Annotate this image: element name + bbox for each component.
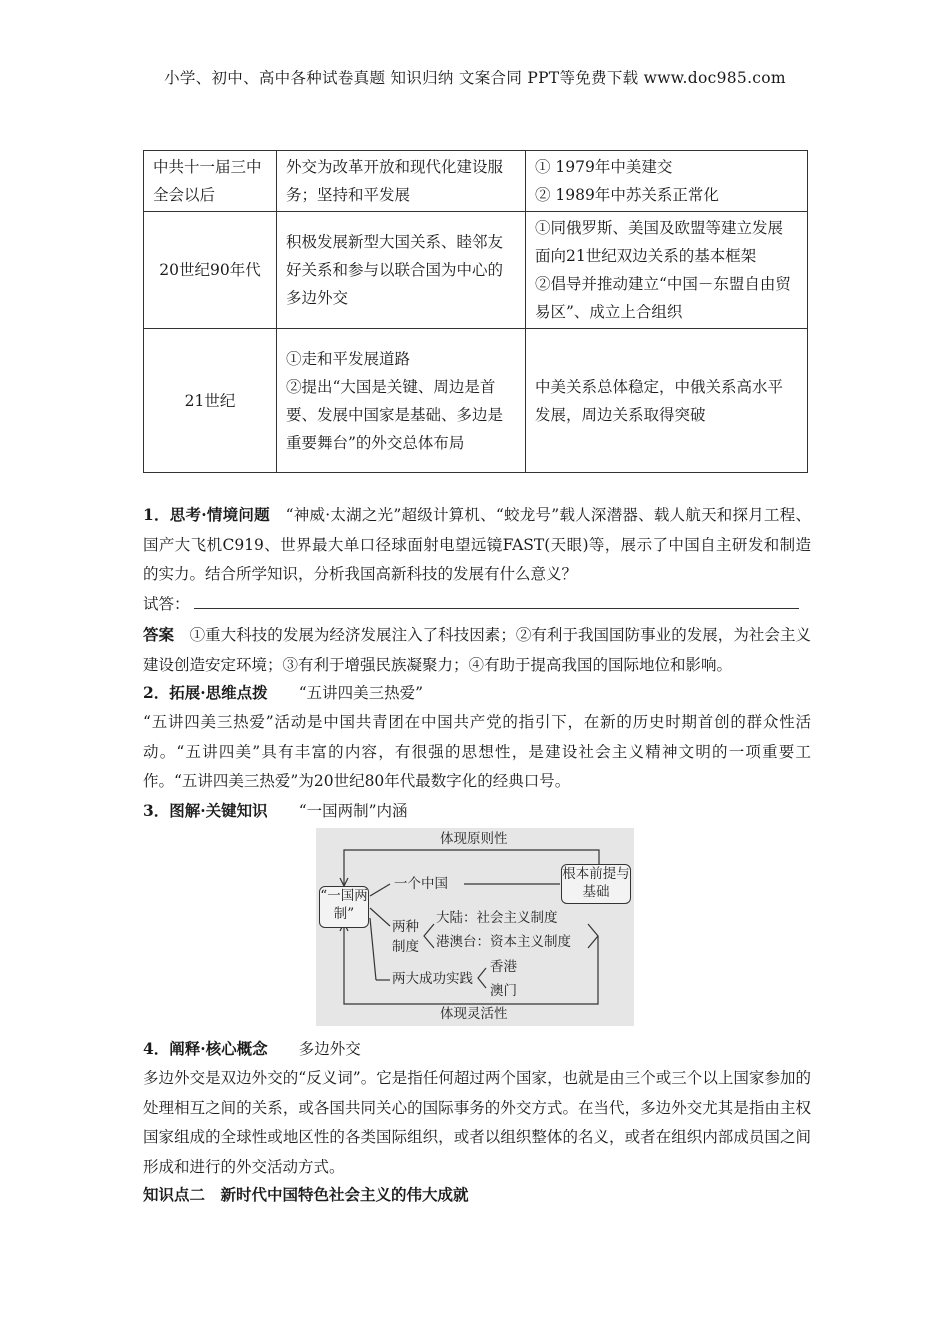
hongkong-label: 香港 (490, 959, 517, 975)
hkmo-label: 港澳台：资本主义制度 (436, 934, 571, 950)
policy-cell: 积极发展新型大国关系、睦邻友好关系和参与以联合国为中心的多边外交 (277, 212, 526, 329)
practice-label: 两大成功实践 (392, 971, 473, 987)
question-1-text: “神威·太湖之光”超级计算机、“蛟龙号”载人深潜器、载人航天和探月工程、国产大飞机C919、世界最大单口径球面射电望远镜FAST(天眼)等，展示了中国自主研发和制造的实力。结合所学知识，分析我国高新科技的发展有什么意义？ (143, 506, 811, 583)
achievement-cell (526, 212, 808, 329)
answer-blank[interactable] (194, 590, 799, 609)
branch-two-systems (370, 908, 390, 926)
policy-cell (277, 329, 526, 473)
question-2-text: “五讲四美三热爱”活动是中国共青团在中国共产党的指引下，在新的历史时期首创的群众性活动。“五讲四美”具有丰富的内容，有很强的思想性，是建设社会主义精神文明的一项重要工作。“五讲四美三热爱”为20世纪80年代最数字化的经典口号。 (143, 713, 811, 790)
period-cell: 中共十一届三中全会以后 (144, 151, 277, 212)
policy-cell: 外交为改革开放和现代化建设服务；坚持和平发展 (277, 151, 526, 212)
question-4-label: 4．阐释·核心概念 (143, 1039, 268, 1058)
question-3-heading (143, 796, 408, 826)
question-4-topic: 多边外交 (298, 1040, 361, 1058)
two-systems-label: 两种制度 (392, 919, 419, 955)
policy-item: ①走和平发展道路 (286, 349, 411, 368)
practice-bracket (478, 968, 486, 988)
achievement-cell: 中美关系总体稳定，中俄关系高水平发展，周边关系取得突破 (526, 329, 808, 473)
table-row (144, 329, 808, 473)
macau-label: 澳门 (490, 983, 517, 999)
table-row (144, 212, 808, 329)
branch-one-china (370, 884, 390, 896)
try-answer-line (143, 590, 799, 619)
question-4-heading (143, 1034, 361, 1064)
question-2-label: 2．拓展·思维点拨 (143, 683, 268, 702)
achievement-item: ②倡导并推动建立“中国－东盟自由贸易区”、成立上合组织 (535, 275, 791, 321)
answer-label: 答案 (143, 625, 175, 644)
diplomacy-table (143, 150, 808, 473)
flexibility-label: 体现灵活性 (440, 1006, 508, 1022)
one-country-two-systems-diagram (316, 828, 634, 1026)
period-cell: 21世纪 (144, 329, 277, 473)
answer-text: ①重大科技的发展为经济发展注入了科技因素；②有利于我国国防事业的发展，为社会主义建设创造安定环境；③有利于增强民族凝聚力；④有助于提高我国的国际地位和影响。 (143, 626, 811, 674)
question-3-topic: “一国两制”内涵 (298, 802, 408, 820)
mainland-label: 大陆：社会主义制度 (436, 910, 558, 926)
try-answer-label: 试答： (143, 595, 190, 613)
two-systems-bracket (424, 924, 434, 948)
section-heading: 知识点二 新时代中国特色社会主义的伟大成就 (143, 1185, 469, 1204)
answer-block (143, 620, 811, 680)
question-4-text: 多边外交是双边外交的“反义词”。它是指任何超过两个国家，也就是由三个或三个以上国家参加的处理相互之间的关系，或各国共同关心的国际事务的外交方式。在当代，多边外交尤其是指由主权国家组成的全球性或地区性的各类国际组织，或者以组织整体的名义，或者在组织内部成员国之间形成和进行的外交活动方式。 (143, 1069, 811, 1176)
achievement-cell (526, 151, 808, 212)
period-cell: 20世纪90年代 (144, 212, 277, 329)
question-1 (143, 500, 811, 590)
one-china-label: 一个中国 (394, 876, 448, 892)
table-row (144, 151, 808, 212)
branch-practice (370, 918, 376, 980)
foundation-box: 根本前提与基础 (561, 864, 631, 904)
policy-item: ②提出“大国是关键、周边是首要、发展中国家是基础、多边是重要舞台”的外交总体布局 (286, 377, 504, 452)
achievement-item: ①同俄罗斯、美国及欧盟等建立发展面向21世纪双边关系的基本框架 (535, 219, 784, 265)
question-3-label: 3．图解·关键知识 (143, 801, 268, 820)
page-header: 小学、初中、高中各种试卷真题 知识归纳 文案合同 PPT等免费下载 www.doc985.com (164, 69, 786, 87)
center-box: “一国两制” (319, 886, 369, 928)
question-2-topic: “五讲四美三热爱” (298, 684, 424, 702)
achievement-item: ① 1979年中美建交 (535, 158, 673, 176)
achievement-item: ② 1989年中苏关系正常化 (535, 186, 719, 204)
question-2-heading (143, 678, 423, 708)
principle-label: 体现原则性 (440, 831, 508, 847)
question-1-label: 1．思考·情境问题 (143, 505, 270, 524)
systems-right-bracket (588, 924, 598, 948)
